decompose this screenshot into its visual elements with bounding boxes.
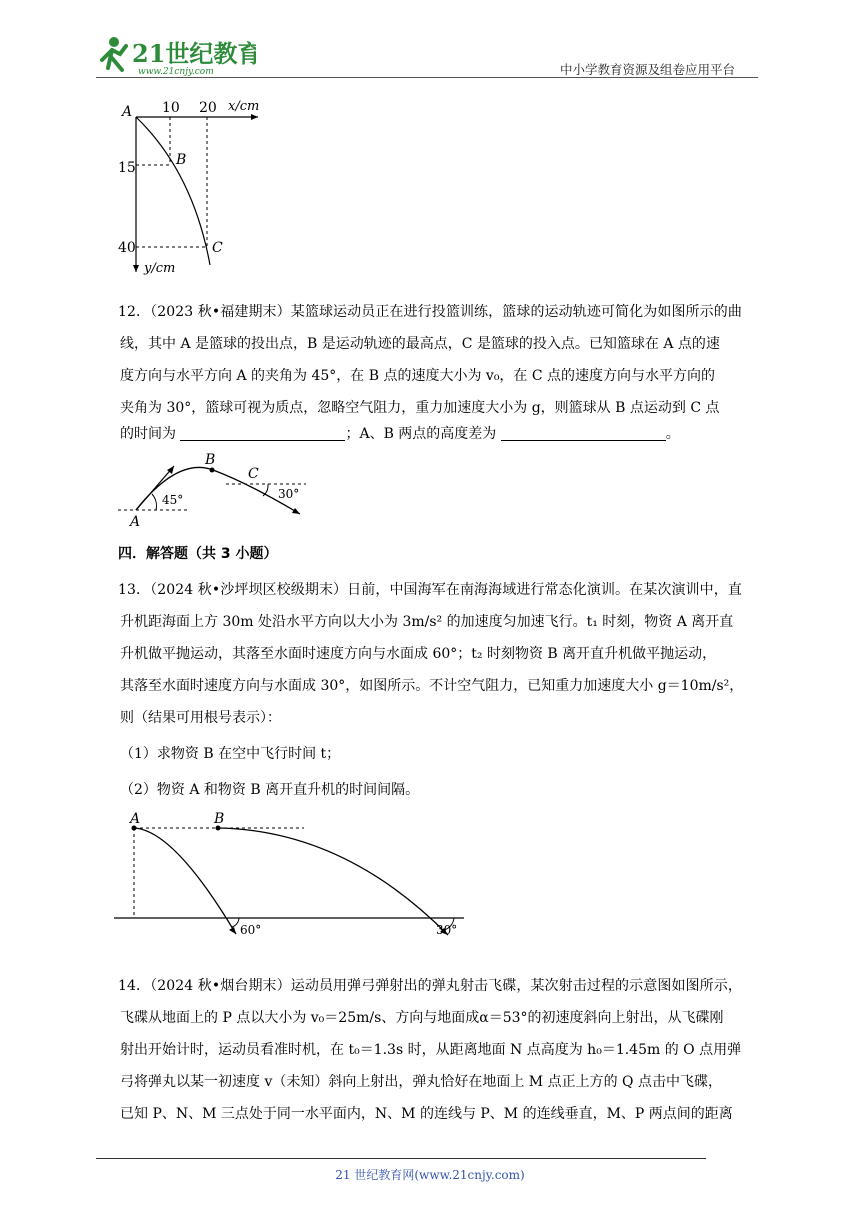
q13-line3: 升机做平抛运动，其落至水面时速度方向与水面成 60°；t₂ 时刻物资 B 离开直升机做平抛运动， xyxy=(120,646,717,662)
header-divider xyxy=(96,77,758,78)
fig12-angle-c: 30° xyxy=(278,487,300,501)
fig12-point-a: A xyxy=(130,514,141,530)
q12-line5 xyxy=(120,418,760,450)
fig13-point-b: B xyxy=(214,811,225,827)
answer-blank-2[interactable] xyxy=(501,424,666,441)
fig11-y-axis-label: y/cm xyxy=(144,261,176,276)
fig11-x-tick-20: 20 xyxy=(199,100,217,116)
q14-line1: （2024 秋•烟台期末）运动员用弹弓弹射出的弹丸射击飞碟，某次射击过程的示意图如图所示， xyxy=(150,978,742,994)
footer-link[interactable]: 21 世纪教育网(www.21cnjy.com) xyxy=(335,1168,525,1182)
fig13-angle-b: 30° xyxy=(436,923,458,937)
fig11-y-tick-40: 40 xyxy=(118,240,136,256)
fig12-point-b: B xyxy=(205,452,216,468)
logo-url-text: www.21cnjy.com xyxy=(138,67,214,77)
q14-line2: 飞碟从地面上的 P 点以大小为 v₀＝25m/s、方向与地面成α＝53°的初速度斜向上射出，从飞碟刚 xyxy=(120,1010,724,1026)
q12-line5-c: 。 xyxy=(665,426,680,442)
q13-line1: （2024 秋•沙坪坝区校级期末）日前，中国海军在南海海域进行常态化演训。在某次演训中，直 xyxy=(150,582,742,598)
q14-line3: 射出开始计时，运动员看准时机，在 t₀＝1.3s 时，从距离地面 N 点高度为 h₀＝1.45m 的 O 点用弹 xyxy=(120,1042,742,1058)
header-platform-text: 中小学教育资源及组卷应用平台 xyxy=(560,62,736,77)
q12-line5-a: 的时间为 xyxy=(120,426,176,442)
fig11-point-c: C xyxy=(212,240,223,256)
fig11-origin-label: A xyxy=(122,104,133,120)
q12-number: 12． xyxy=(118,304,151,320)
question-13 xyxy=(118,574,766,606)
q12-line3: 度方向与水平方向 A 的夹角为 45°，在 B 点的速度大小为 v₀，在 C 点的速度方向与水平方向的 xyxy=(120,368,716,384)
q12-line2: 线，其中 A 是篮球的投出点，B 是运动轨迹的最高点，C 是篮球的投入点。已知篮球在 A 点的速 xyxy=(120,336,720,352)
fig13-angle-a: 60° xyxy=(240,923,262,937)
logo-main-text: 21世纪教育 xyxy=(132,39,256,68)
question-12 xyxy=(118,296,766,328)
q12-line1: （2023 秋•福建期末）某篮球运动员正在进行投篮训练，篮球的运动轨迹可简化为如图所示的曲 xyxy=(150,304,742,320)
fig11-x-tick-10: 10 xyxy=(162,100,180,116)
answer-blank-1[interactable] xyxy=(180,424,345,441)
site-logo xyxy=(96,34,256,82)
q13-line2: 升机距海面上方 30m 处沿水平方向以大小为 3m/s² 的加速度匀加速飞行。t₁ 时刻，物资 A 离开直 xyxy=(120,614,734,630)
section-4-heading: 四．解答题（共 3 小题） xyxy=(118,546,278,562)
fig11-x-axis-label: x/cm xyxy=(228,99,260,114)
q13-line5: 则（结果可用根号表示）： xyxy=(120,710,281,726)
fig11-point-b: B xyxy=(176,152,187,168)
fig13-point-a: A xyxy=(130,811,141,827)
runner-icon xyxy=(96,34,256,78)
q13-line4: 其落至水面时速度方向与水面成 30°，如图所示。不计空气阻力，已知重力加速度大小 g＝10m/s²， xyxy=(120,678,744,694)
fig11-diagram xyxy=(118,92,278,282)
q14-line5: 已知 P、N、M 三点处于同一水平面内，N、M 的连线与 P、M 的连线垂直，M、P 两点间的距离 xyxy=(120,1106,733,1122)
fig12-angle-a: 45° xyxy=(162,493,184,507)
fig13-diagram xyxy=(114,810,474,945)
q13-sub1: （1）求物资 B 在空中飞行时间 t； xyxy=(120,746,341,762)
q13-number: 13． xyxy=(118,582,151,598)
q14-line4: 弓将弹丸以某一初速度 v（未知）斜向上射出，弹丸恰好在地面上 M 点正上方的 Q 点击中飞碟， xyxy=(120,1074,722,1090)
q14-number: 14． xyxy=(118,978,151,994)
footer-divider xyxy=(96,1158,706,1159)
q13-sub2: （2）物资 A 和物资 B 离开直升机的时间间隔。 xyxy=(120,782,420,798)
fig12-diagram xyxy=(118,452,318,532)
fig11-y-tick-15: 15 xyxy=(118,160,136,176)
q12-line4: 夹角为 30°，篮球可视为质点，忽略空气阻力，重力加速度大小为 g，则篮球从 B 点运动到 C 点 xyxy=(120,400,720,416)
q12-line5-b: ；A、B 两点的高度差为 xyxy=(345,426,497,442)
fig12-point-c: C xyxy=(248,466,259,482)
question-14 xyxy=(118,970,766,1002)
